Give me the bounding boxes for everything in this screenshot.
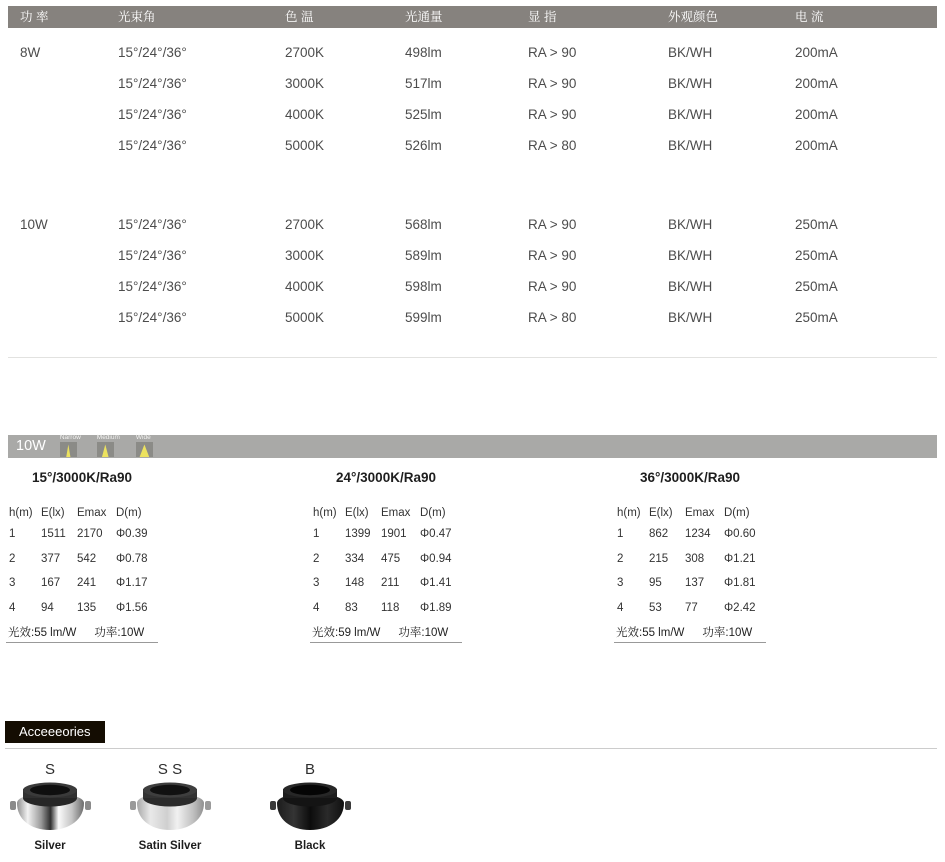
accessory-code: B bbox=[304, 761, 315, 778]
spec-cell-current: 250mA bbox=[795, 248, 838, 263]
spec-cell-flux: 589lm bbox=[405, 248, 442, 263]
cell-h: 2 bbox=[617, 552, 624, 565]
accessories-items bbox=[0, 761, 945, 856]
beam-bar-power-label: 10W bbox=[16, 438, 46, 454]
black-ring-image bbox=[260, 782, 360, 839]
spec-cell-beam: 15°/24°/36° bbox=[118, 248, 187, 263]
wide-beam-glyph bbox=[136, 442, 153, 457]
spec-cell-cri: RA > 90 bbox=[528, 248, 577, 263]
cell-d: Φ0.94 bbox=[420, 552, 452, 565]
cell-e: 94 bbox=[41, 601, 54, 614]
spec-cell-current: 200mA bbox=[795, 76, 838, 91]
spec-cell-cct: 5000K bbox=[285, 310, 325, 325]
efficacy-value: 光效:55 lm/W bbox=[616, 626, 685, 639]
photometric-column-header: E(lx) bbox=[649, 507, 673, 519]
cell-h: 1 bbox=[9, 528, 16, 541]
photometric-rows bbox=[614, 522, 766, 620]
cell-h: 4 bbox=[313, 601, 320, 614]
cell-d: Φ0.39 bbox=[116, 528, 148, 541]
photometric-row bbox=[310, 596, 462, 621]
spec-table-row bbox=[8, 99, 937, 130]
photometric-header bbox=[614, 504, 766, 522]
photometric-column-header: h(m) bbox=[9, 507, 33, 519]
spec-column-header: 光通量 bbox=[405, 10, 443, 24]
spec-table-row bbox=[8, 130, 937, 161]
spec-cell-current: 250mA bbox=[795, 217, 838, 232]
accessory-item-black bbox=[260, 761, 360, 852]
cell-h: 3 bbox=[617, 577, 624, 590]
spec-cell-current: 250mA bbox=[795, 310, 838, 325]
cell-e: 334 bbox=[345, 552, 365, 565]
spec-cell-color: BK/WH bbox=[668, 45, 713, 60]
photometric-table-24deg bbox=[310, 470, 462, 643]
spec-cell-beam: 15°/24°/36° bbox=[118, 76, 187, 91]
spec-cell-beam: 15°/24°/36° bbox=[118, 217, 187, 232]
cell-h: 4 bbox=[9, 601, 16, 614]
photometric-table-15deg bbox=[6, 470, 158, 643]
photometric-column-header: D(m) bbox=[116, 507, 142, 519]
spec-table-row bbox=[8, 302, 937, 333]
narrow-beam-glyph bbox=[60, 442, 77, 457]
photometric-footer bbox=[310, 621, 462, 643]
photometric-column-header: Emax bbox=[685, 507, 715, 519]
photometric-header bbox=[310, 504, 462, 522]
medium-beam-glyph bbox=[97, 442, 114, 457]
efficacy-value: 光效:59 lm/W bbox=[312, 626, 381, 639]
photometric-row bbox=[614, 522, 766, 547]
photometric-column-header: E(lx) bbox=[41, 507, 65, 519]
cell-emax: 241 bbox=[77, 577, 97, 590]
photometric-row bbox=[6, 571, 158, 596]
power-value: 功率:10W bbox=[398, 626, 449, 639]
satin-silver-ring-image bbox=[120, 782, 220, 839]
spec-cell-current: 200mA bbox=[795, 45, 838, 60]
narrow-beam-icon bbox=[60, 434, 81, 457]
spec-cell-color: BK/WH bbox=[668, 279, 713, 294]
spec-table-body bbox=[8, 28, 937, 333]
accessories-title: Acceeeories bbox=[5, 721, 105, 743]
narrow-beam-label: Narrow bbox=[59, 434, 81, 441]
cell-h: 2 bbox=[313, 552, 320, 565]
cell-d: Φ1.81 bbox=[724, 577, 756, 590]
accessory-label: Silver bbox=[34, 840, 66, 852]
cell-e: 167 bbox=[41, 577, 61, 590]
power-value: 功率:10W bbox=[94, 626, 145, 639]
spec-cell-color: BK/WH bbox=[668, 138, 713, 153]
cell-d: Φ1.21 bbox=[724, 552, 756, 565]
spec-cell-beam: 15°/24°/36° bbox=[118, 45, 187, 60]
photometric-column-header: D(m) bbox=[420, 507, 446, 519]
spec-cell-power: 8W bbox=[20, 45, 41, 60]
spec-table-row bbox=[8, 271, 937, 302]
cell-e: 53 bbox=[649, 601, 662, 614]
accessory-label: Satin Silver bbox=[138, 840, 202, 852]
spec-cell-color: BK/WH bbox=[668, 107, 713, 122]
cell-h: 2 bbox=[9, 552, 16, 565]
accessories-divider bbox=[5, 748, 937, 749]
photometric-rows bbox=[6, 522, 158, 620]
spec-cell-cct: 4000K bbox=[285, 279, 325, 294]
wide-beam-label: Wide bbox=[135, 434, 151, 441]
spec-cell-current: 200mA bbox=[795, 107, 838, 122]
photometric-row bbox=[6, 547, 158, 572]
cell-h: 3 bbox=[313, 577, 320, 590]
cell-d: Φ0.78 bbox=[116, 552, 148, 565]
accessory-item-satin-silver bbox=[120, 761, 220, 852]
photometric-column-header: Emax bbox=[381, 507, 411, 519]
cell-emax: 475 bbox=[381, 552, 401, 565]
cell-e: 95 bbox=[649, 577, 662, 590]
spec-table-row bbox=[8, 68, 937, 99]
spec-cell-cct: 3000K bbox=[285, 76, 325, 91]
cell-emax: 308 bbox=[685, 552, 705, 565]
cell-h: 4 bbox=[617, 601, 624, 614]
accessory-item-silver bbox=[0, 761, 100, 852]
power-value: 功率:10W bbox=[702, 626, 753, 639]
spec-table-header bbox=[8, 6, 937, 28]
cell-emax: 2170 bbox=[77, 528, 103, 541]
photometric-column-header: h(m) bbox=[313, 507, 337, 519]
spec-column-header: 功 率 bbox=[20, 10, 49, 24]
cell-emax: 77 bbox=[685, 601, 698, 614]
spec-cell-beam: 15°/24°/36° bbox=[118, 138, 187, 153]
photometric-title: 36°/3000K/Ra90 bbox=[640, 470, 740, 485]
photometric-title: 24°/3000K/Ra90 bbox=[336, 470, 436, 485]
photometric-row bbox=[310, 522, 462, 547]
spec-table-row bbox=[8, 240, 937, 271]
cell-emax: 118 bbox=[381, 601, 400, 614]
spec-cell-cct: 2700K bbox=[285, 45, 325, 60]
spec-cell-cri: RA > 80 bbox=[528, 310, 577, 325]
spec-cell-cri: RA > 90 bbox=[528, 279, 577, 294]
spec-table-row bbox=[8, 209, 937, 240]
cell-emax: 1234 bbox=[685, 528, 711, 541]
spec-cell-cct: 5000K bbox=[285, 138, 325, 153]
spec-cell-color: BK/WH bbox=[668, 76, 713, 91]
cell-e: 148 bbox=[345, 577, 365, 590]
spec-cell-current: 200mA bbox=[795, 138, 838, 153]
cell-d: Φ2.42 bbox=[724, 601, 756, 614]
photometric-header bbox=[6, 504, 158, 522]
cell-emax: 211 bbox=[381, 577, 400, 590]
spec-cell-color: BK/WH bbox=[668, 310, 713, 325]
spec-cell-flux: 526lm bbox=[405, 138, 442, 153]
efficacy-value: 光效:55 lm/W bbox=[8, 626, 77, 639]
spec-cell-beam: 15°/24°/36° bbox=[118, 310, 187, 325]
spec-column-header: 电 流 bbox=[795, 10, 824, 24]
cell-h: 1 bbox=[313, 528, 320, 541]
cell-emax: 542 bbox=[77, 552, 97, 565]
spec-column-header: 显 指 bbox=[528, 10, 557, 24]
spec-cell-beam: 15°/24°/36° bbox=[118, 279, 187, 294]
spec-cell-cct: 4000K bbox=[285, 107, 325, 122]
cell-e: 1511 bbox=[41, 528, 66, 541]
photometric-table-36deg bbox=[614, 470, 766, 643]
spec-cell-cri: RA > 90 bbox=[528, 76, 577, 91]
spec-cell-cri: RA > 90 bbox=[528, 45, 577, 60]
photometric-row bbox=[310, 571, 462, 596]
accessory-code: S bbox=[44, 761, 55, 778]
wide-beam-icon bbox=[136, 434, 153, 457]
cell-e: 377 bbox=[41, 552, 61, 565]
photometric-title: 15°/3000K/Ra90 bbox=[32, 470, 132, 485]
cell-emax: 135 bbox=[77, 601, 97, 614]
photometric-row bbox=[310, 547, 462, 572]
spec-cell-color: BK/WH bbox=[668, 248, 713, 263]
cell-h: 1 bbox=[617, 528, 624, 541]
photometric-column-header: Emax bbox=[77, 507, 107, 519]
spec-cell-color: BK/WH bbox=[668, 217, 713, 232]
cell-d: Φ1.56 bbox=[116, 601, 148, 614]
spec-cell-cri: RA > 90 bbox=[528, 217, 577, 232]
cell-d: Φ0.47 bbox=[420, 528, 452, 541]
silver-ring-image bbox=[0, 782, 100, 839]
spec-cell-flux: 598lm bbox=[405, 279, 442, 294]
beam-icons bbox=[60, 434, 153, 458]
spec-cell-beam: 15°/24°/36° bbox=[118, 107, 187, 122]
photometric-column-header: h(m) bbox=[617, 507, 641, 519]
spec-cell-power: 10W bbox=[20, 217, 48, 232]
spec-cell-flux: 568lm bbox=[405, 217, 442, 232]
medium-beam-icon bbox=[97, 434, 120, 457]
section-divider bbox=[8, 357, 937, 358]
cell-d: Φ1.41 bbox=[420, 577, 452, 590]
accessory-code: S S bbox=[157, 761, 183, 778]
cell-e: 1399 bbox=[345, 528, 371, 541]
cell-d: Φ0.60 bbox=[724, 528, 756, 541]
photometric-column-header: D(m) bbox=[724, 507, 750, 519]
spec-column-header: 外观颜色 bbox=[668, 10, 719, 24]
cell-e: 862 bbox=[649, 528, 669, 541]
spec-cell-cri: RA > 80 bbox=[528, 138, 577, 153]
photometric-rows bbox=[310, 522, 462, 620]
spec-cell-flux: 525lm bbox=[405, 107, 442, 122]
spec-cell-flux: 599lm bbox=[405, 310, 442, 325]
spec-cell-cct: 2700K bbox=[285, 217, 325, 232]
photometric-footer bbox=[614, 621, 766, 643]
cell-d: Φ1.17 bbox=[116, 577, 148, 590]
cell-emax: 137 bbox=[685, 577, 705, 590]
cell-e: 215 bbox=[649, 552, 669, 565]
photometric-row bbox=[6, 522, 158, 547]
photometric-row bbox=[614, 547, 766, 572]
spec-cell-flux: 517lm bbox=[405, 76, 442, 91]
photometric-footer bbox=[6, 621, 158, 643]
spec-column-header: 色 温 bbox=[285, 10, 314, 24]
spec-column-header: 光束角 bbox=[118, 10, 156, 24]
spec-cell-flux: 498lm bbox=[405, 45, 442, 60]
photometric-row bbox=[6, 596, 158, 621]
photometric-row bbox=[614, 596, 766, 621]
photometric-row bbox=[614, 571, 766, 596]
beam-section-bar bbox=[8, 435, 937, 458]
spec-cell-cri: RA > 90 bbox=[528, 107, 577, 122]
cell-emax: 1901 bbox=[381, 528, 407, 541]
spec-table-row bbox=[8, 37, 937, 68]
medium-beam-label: Medium bbox=[96, 434, 120, 441]
accessory-label: Black bbox=[294, 840, 326, 852]
cell-e: 83 bbox=[345, 601, 358, 614]
cell-d: Φ1.89 bbox=[420, 601, 452, 614]
photometric-column-header: E(lx) bbox=[345, 507, 369, 519]
spec-cell-cct: 3000K bbox=[285, 248, 325, 263]
spec-cell-current: 250mA bbox=[795, 279, 838, 294]
cell-h: 3 bbox=[9, 577, 16, 590]
